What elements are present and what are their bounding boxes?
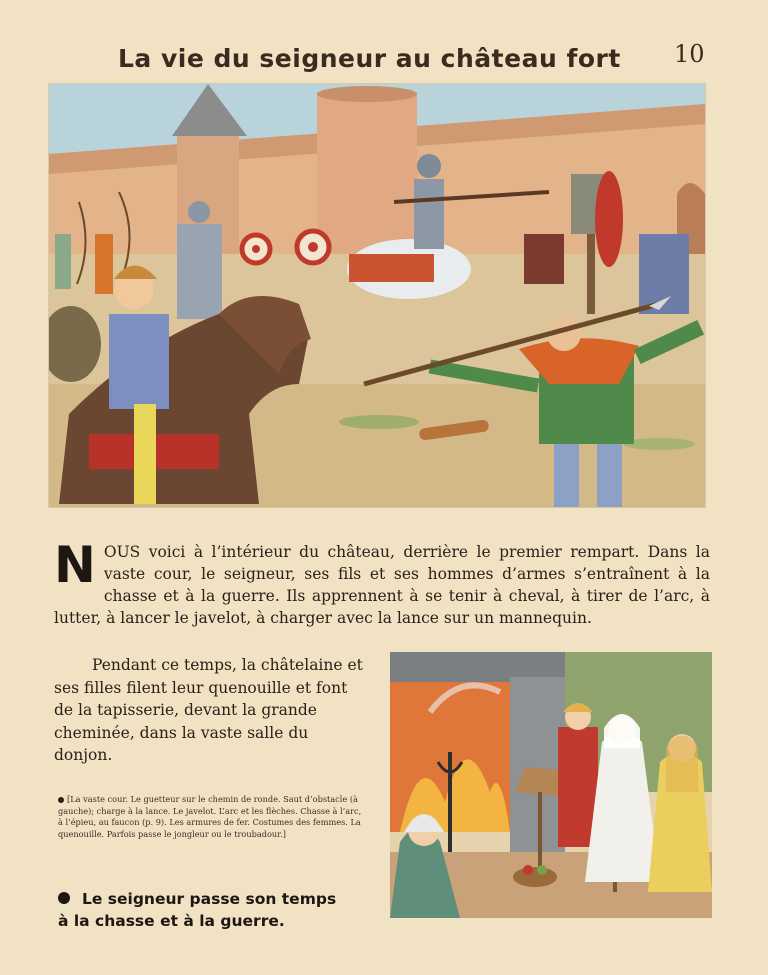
drop-cap: N <box>54 536 96 594</box>
page-title: La vie du seigneur au château fort <box>118 44 621 73</box>
summary-statement <box>58 888 378 932</box>
intro-text: OUS voici à l’intérieur du château, derrière le premier rempart. Dans la vaste cour, le seigneur, ses fils et ses hommes d’armes s’entraînent à la chasse et à la guerre. Ils apprennent à se tenir à cheval, à tirer de l’arc, à lutter, à lancer le javelot, à charger avec la lance sur un mannequin. <box>54 543 710 627</box>
fireplace-illustration <box>390 652 712 918</box>
summary-line-1: Le seigneur passe son temps <box>82 890 337 908</box>
bullet-icon <box>58 797 64 803</box>
intro-paragraph <box>54 536 710 629</box>
bullet-icon <box>58 892 70 904</box>
summary-line-2: à la chasse et à la guerre. <box>58 912 285 930</box>
courtyard-illustration <box>49 84 705 507</box>
second-paragraph: Pendant ce temps, la châtelaine et ses filles filent leur quenouille et font de la tapisserie, devant la grande cheminée, dans la vaste salle du donjon. <box>54 656 363 764</box>
page-number: 10 <box>674 40 705 68</box>
caption-text: [La vaste cour. Le guetteur sur le chemin de ronde. Saut d’obstacle (à gauche); charge à la lance. Le javelot. L’arc et les flèches. Chasse à l’arc, à l’épieu, au faucon (p. 9). Les armures de fer. Costumes des femmes. La quenouille. Parfois passe le jongleur ou le troubadour.] <box>58 794 362 839</box>
caption-note <box>58 794 364 840</box>
